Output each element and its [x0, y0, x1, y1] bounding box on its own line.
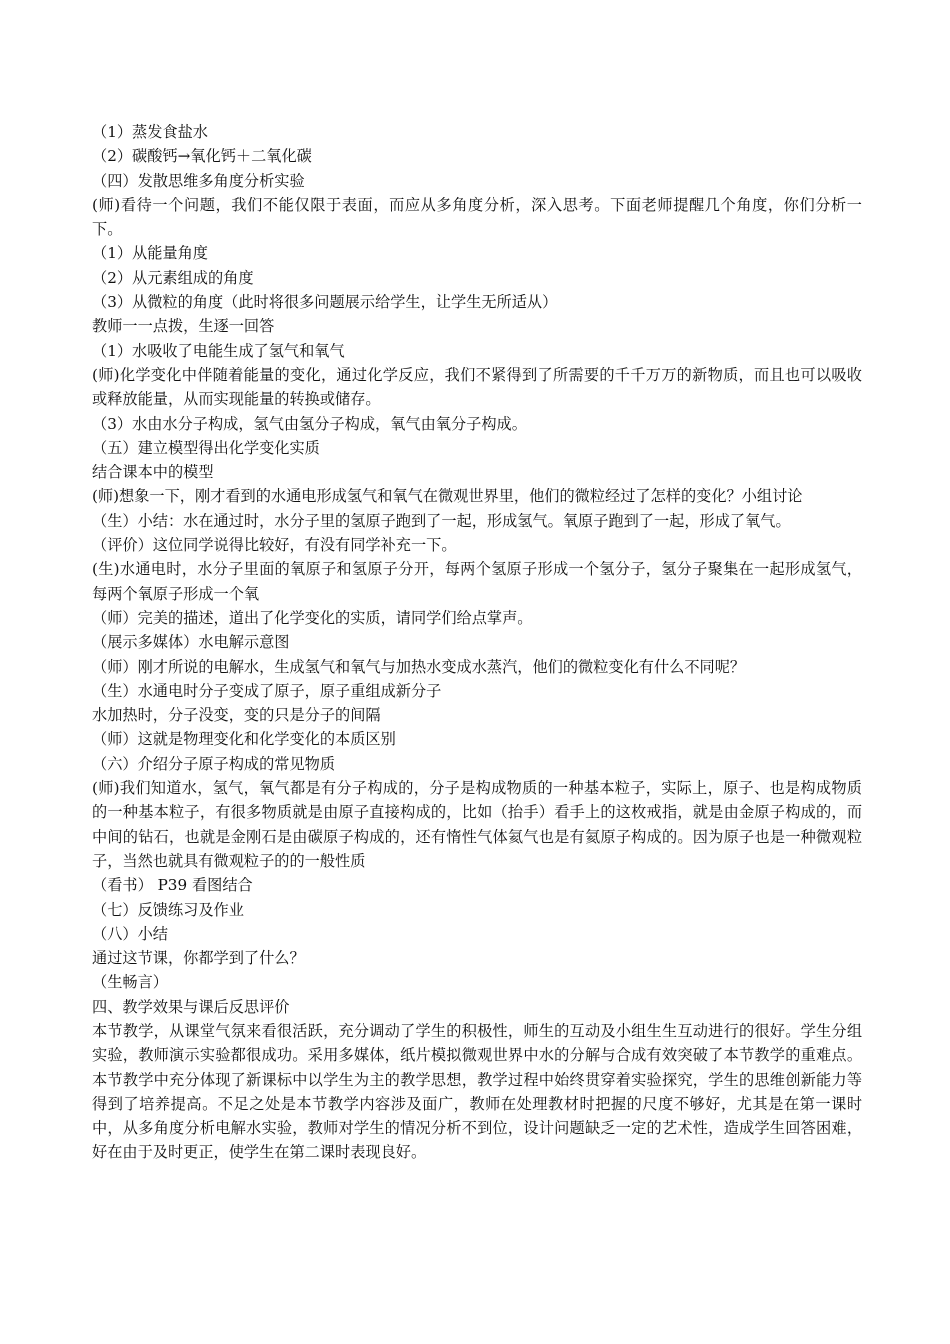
text-line: （3）水由水分子构成，氢气由氢分子构成，氧气由氧分子构成。	[92, 414, 527, 433]
text-line: （1）水吸收了电能生成了氢气和氧气	[92, 341, 345, 360]
text-line: （1）蒸发食盐水	[92, 123, 208, 141]
section-heading: 四、教学效果与课后反思评价	[92, 997, 290, 1016]
text-line: （师）这就是物理变化和化学变化的本质区别	[92, 730, 396, 749]
text-line: （评价）这位同学说得比较好，有没有同学补充一下。	[92, 536, 457, 555]
text-line: （师）完美的描述，道出了化学变化的实质，请同学们给点掌声。	[92, 608, 533, 627]
paragraph: 本节教学，从课堂气氛来看很活跃，充分调动了学生的积极性，师生的互动及小组生生互动进行的很好。学生分组实验，教师演示实验都很成功。采用多媒体，纸片模拟微观世界中水的分解与合成有效突破了本节教学的重难点。本节教学中充分体现了新课标中以学生为主的教学思想，教学过程中始终贯穿着实验探究，学生的思维创新能力等得到了培养提高。不足之处是本节教学内容涉及面广，教师在处理教材时把握的尺度不够好，尤其是在第一课时中，从多角度分析电解水实验，教师对学生的情况分析不到位，设计问题缺乏一定的艺术性，造成学生回答困难，好在由于及时更正，使学生在第二课时表现良好。	[92, 1021, 862, 1162]
section-heading: （六）介绍分子原子构成的常见物质	[92, 754, 335, 773]
text-line: （生畅言）	[92, 973, 168, 992]
paragraph: (师)我们知道水，氢气，氧气都是有分子构成的，分子是构成物质的一种基本粒子，实际上，原子、也是构成物质的一种基本粒子，有很多物质就是由原子直接构成的，比如（抬手）看手上的这枚戒指，就是由金原子构成的，而中间的钻石，也就是金刚石是由碳原子构成的，还有惰性气体氦气也是有氦原子构成的。因为原子也是一种微观粒子，当然也就具有微观粒子的的一般性质	[92, 779, 862, 870]
text-line: （生）水通电时分子变成了原子，原子重组成新分子	[92, 681, 442, 700]
paragraph: （生）小结：水在通过时，水分子里的氢原子跑到了一起，形成氢气。氧原子跑到了一起，形成了氧气。	[92, 511, 791, 530]
paragraph: (师)想象一下，刚才看到的水通电形成氢气和氧气在微观世界里，他们的微粒经过了怎样的变化？小组讨论	[92, 487, 803, 506]
text-line: （2）从元素组成的角度	[92, 268, 254, 287]
section-heading: （五）建立模型得出化学变化实质	[92, 438, 320, 457]
text-line: （展示多媒体）水电解示意图	[92, 633, 290, 652]
text-line: （看书） P39 看图结合	[92, 876, 253, 895]
section-heading: （八）小结	[92, 924, 168, 943]
document-body	[92, 120, 862, 1165]
section-heading: （七）反馈练习及作业	[92, 900, 244, 919]
paragraph: (师)看待一个问题，我们不能仅限于表面，而应从多角度分析，深入思考。下面老师提醒几个角度，你们分析一下。	[92, 195, 862, 239]
text-line: 结合课本中的模型	[92, 463, 214, 482]
text-line: 水加热时，分子没变，变的只是分子的间隔	[92, 706, 381, 725]
text-line: 通过这节课，你都学到了什么？	[92, 949, 305, 968]
text-line: （3）从微粒的角度（此时将很多问题展示给学生，让学生无所适从）	[92, 293, 558, 312]
paragraph: (师)化学变化中伴随着能量的变化，通过化学反应，我们不紧得到了所需要的千千万万的新物质，而且也可以吸收或释放能量，从而实现能量的转换或储存。	[92, 365, 862, 409]
paragraph: (生)水通电时，水分子里面的氧原子和氢原子分开，每两个氢原子形成一个氢分子，氢分子聚集在一起形成氢气，每两个氧原子形成一个氧	[92, 560, 862, 603]
section-heading: （四）发散思维多角度分析实验	[92, 171, 305, 190]
text-line: （1）从能量角度	[92, 244, 208, 263]
text-line: 教师一一点拨，生逐一回答	[92, 317, 275, 336]
paragraph: （师）刚才所说的电解水，生成氢气和氧气与加热水变成水蒸汽，他们的微粒变化有什么不同呢？	[92, 657, 746, 676]
text-line: （2）碳酸钙→氧化钙＋二氧化碳	[92, 147, 312, 166]
